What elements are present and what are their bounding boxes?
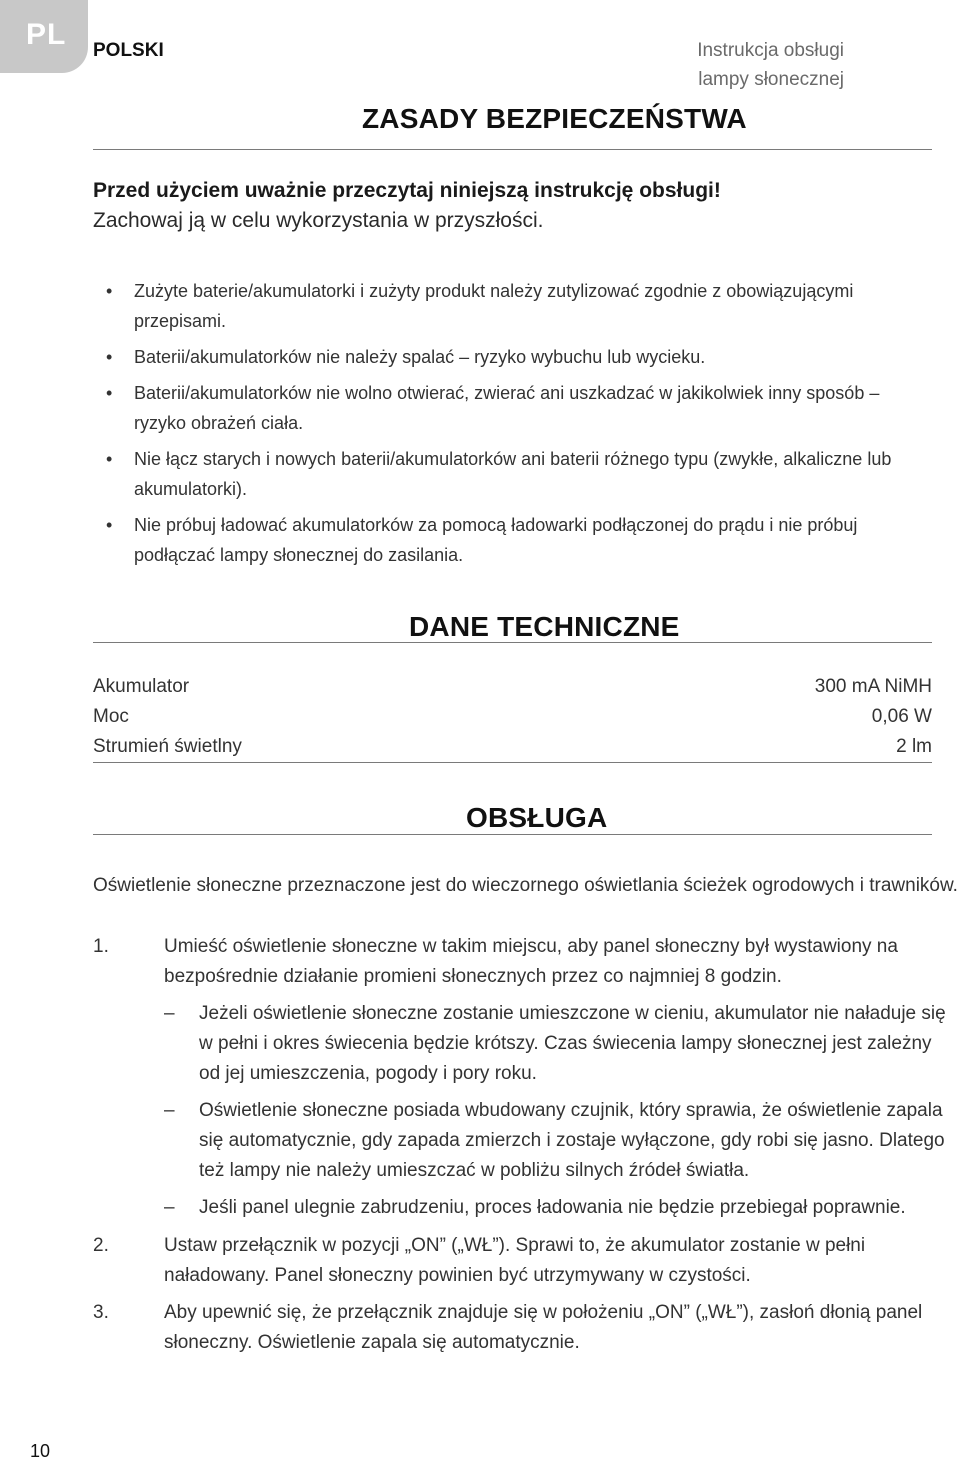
substep-text: Jeżeli oświetlenie słoneczne zostanie umieszczone w cieniu, akumulator nie naładuje się w pełni i okres świecenia będzie krótszy. Czas świecenia lampy słonecznej jest zależny od jej umieszczenia, pogody i pory roku. bbox=[199, 1003, 946, 1084]
spec-value: 2 lm bbox=[896, 736, 932, 757]
language-code: PL bbox=[26, 18, 67, 51]
bullet-icon: • bbox=[106, 281, 113, 301]
document-title-line-2: lampy słonecznej bbox=[698, 69, 844, 90]
substep-text: Jeśli panel ulegnie zabrudzeniu, proces ładowania nie będzie przebiegał poprawnie. bbox=[199, 1197, 906, 1218]
bullet-item bbox=[106, 510, 926, 570]
language-name: POLSKI bbox=[93, 40, 164, 61]
bullet-icon: • bbox=[106, 449, 113, 469]
step-number: 1. bbox=[93, 936, 109, 957]
spec-row bbox=[93, 702, 932, 732]
bullet-item bbox=[106, 444, 926, 504]
bullet-item bbox=[106, 378, 926, 438]
safety-intro-plain: Zachowaj ją w celu wykorzystania w przyszłości. bbox=[93, 209, 544, 232]
bullet-item bbox=[106, 342, 926, 372]
spec-row bbox=[93, 672, 932, 702]
bullet-item bbox=[106, 276, 926, 336]
safety-divider bbox=[93, 149, 932, 150]
document-title-line-1: Instrukcja obsługi bbox=[697, 40, 844, 61]
bullet-text: Zużyte baterie/akumulatorki i zużyty produkt należy zutylizować zgodnie z obowiązującymi przepisami. bbox=[134, 281, 854, 331]
spec-row bbox=[93, 732, 932, 762]
bullet-text: Nie próbuj ładować akumulatorków za pomocą ładowarki podłączonej do prądu i nie próbuj podłączać lampy słonecznej do zasilania. bbox=[134, 515, 858, 565]
dash-icon: – bbox=[164, 1003, 175, 1024]
substep-text: Oświetlenie słoneczne posiada wbudowany czujnik, który sprawia, że oświetlenie zapala się automatycznie, gdy zapada zmierzch i zostaje wyłączone, gdy robi się jasno. Dlatego też lampy nie należy umieszczać w pobliżu silnych źródeł światła. bbox=[199, 1100, 945, 1181]
language-tab bbox=[0, 0, 88, 73]
dash-icon: – bbox=[164, 1197, 175, 1218]
usage-heading: OBSŁUGA bbox=[466, 802, 608, 833]
specs-divider bbox=[93, 642, 932, 643]
spec-label: Strumień świetlny bbox=[93, 736, 242, 757]
specs-bottom-rule bbox=[93, 762, 932, 763]
step-text: Umieść oświetlenie słoneczne w takim miejscu, aby panel słoneczny był wystawiony na bezpośrednie działanie promieni słonecznych przez co najmniej 8 godzin. bbox=[164, 936, 898, 987]
page-number: 10 bbox=[30, 1441, 51, 1461]
spec-label: Akumulator bbox=[93, 676, 190, 697]
safety-intro-bold: Przed użyciem uważnie przeczytaj niniejszą instrukcję obsługi! bbox=[93, 179, 721, 202]
usage-intro: Oświetlenie słoneczne przeznaczone jest do wieczornego oświetlania ścieżek ogrodowych i trawników. bbox=[93, 875, 958, 896]
bullet-text: Nie łącz starych i nowych baterii/akumulatorków ani baterii różnego typu (zwykłe, alkaliczne lub akumulatorki). bbox=[134, 449, 892, 499]
spec-value: 0,06 W bbox=[871, 706, 932, 727]
step-number: 2. bbox=[93, 1235, 109, 1256]
step-text: Ustaw przełącznik w pozycji „ON” („WŁ”). Sprawi to, że akumulator zostanie w pełni naładowany. Panel słoneczny powinien być utrzymywany w czystości. bbox=[164, 1235, 866, 1286]
usage-divider bbox=[93, 834, 932, 835]
bullet-icon: • bbox=[106, 515, 113, 535]
bullet-icon: • bbox=[106, 347, 113, 367]
safety-bullet-list bbox=[106, 276, 926, 576]
step-text: Aby upewnić się, że przełącznik znajduje się w położeniu „ON” („WŁ”), zasłoń dłonią panel słoneczny. Oświetlenie zapala się automatycznie. bbox=[164, 1302, 923, 1353]
dash-icon: – bbox=[164, 1100, 175, 1121]
specs-heading: DANE TECHNICZNE bbox=[409, 611, 680, 642]
bullet-text: Baterii/akumulatorków nie wolno otwierać, zwierać ani uszkadzać w jakikolwiek inny sposób – ryzyko obrażeń ciała. bbox=[134, 383, 880, 433]
step-number: 3. bbox=[93, 1302, 109, 1323]
spec-value: 300 mA NiMH bbox=[814, 676, 932, 697]
bullet-icon: • bbox=[106, 383, 113, 403]
document-title bbox=[697, 36, 844, 94]
bullet-text: Baterii/akumulatorków nie należy spalać – ryzyko wybuchu lub wycieku. bbox=[134, 347, 706, 367]
spec-label: Moc bbox=[93, 706, 129, 727]
safety-heading: ZASADY BEZPIECZEŃSTWA bbox=[362, 103, 747, 134]
